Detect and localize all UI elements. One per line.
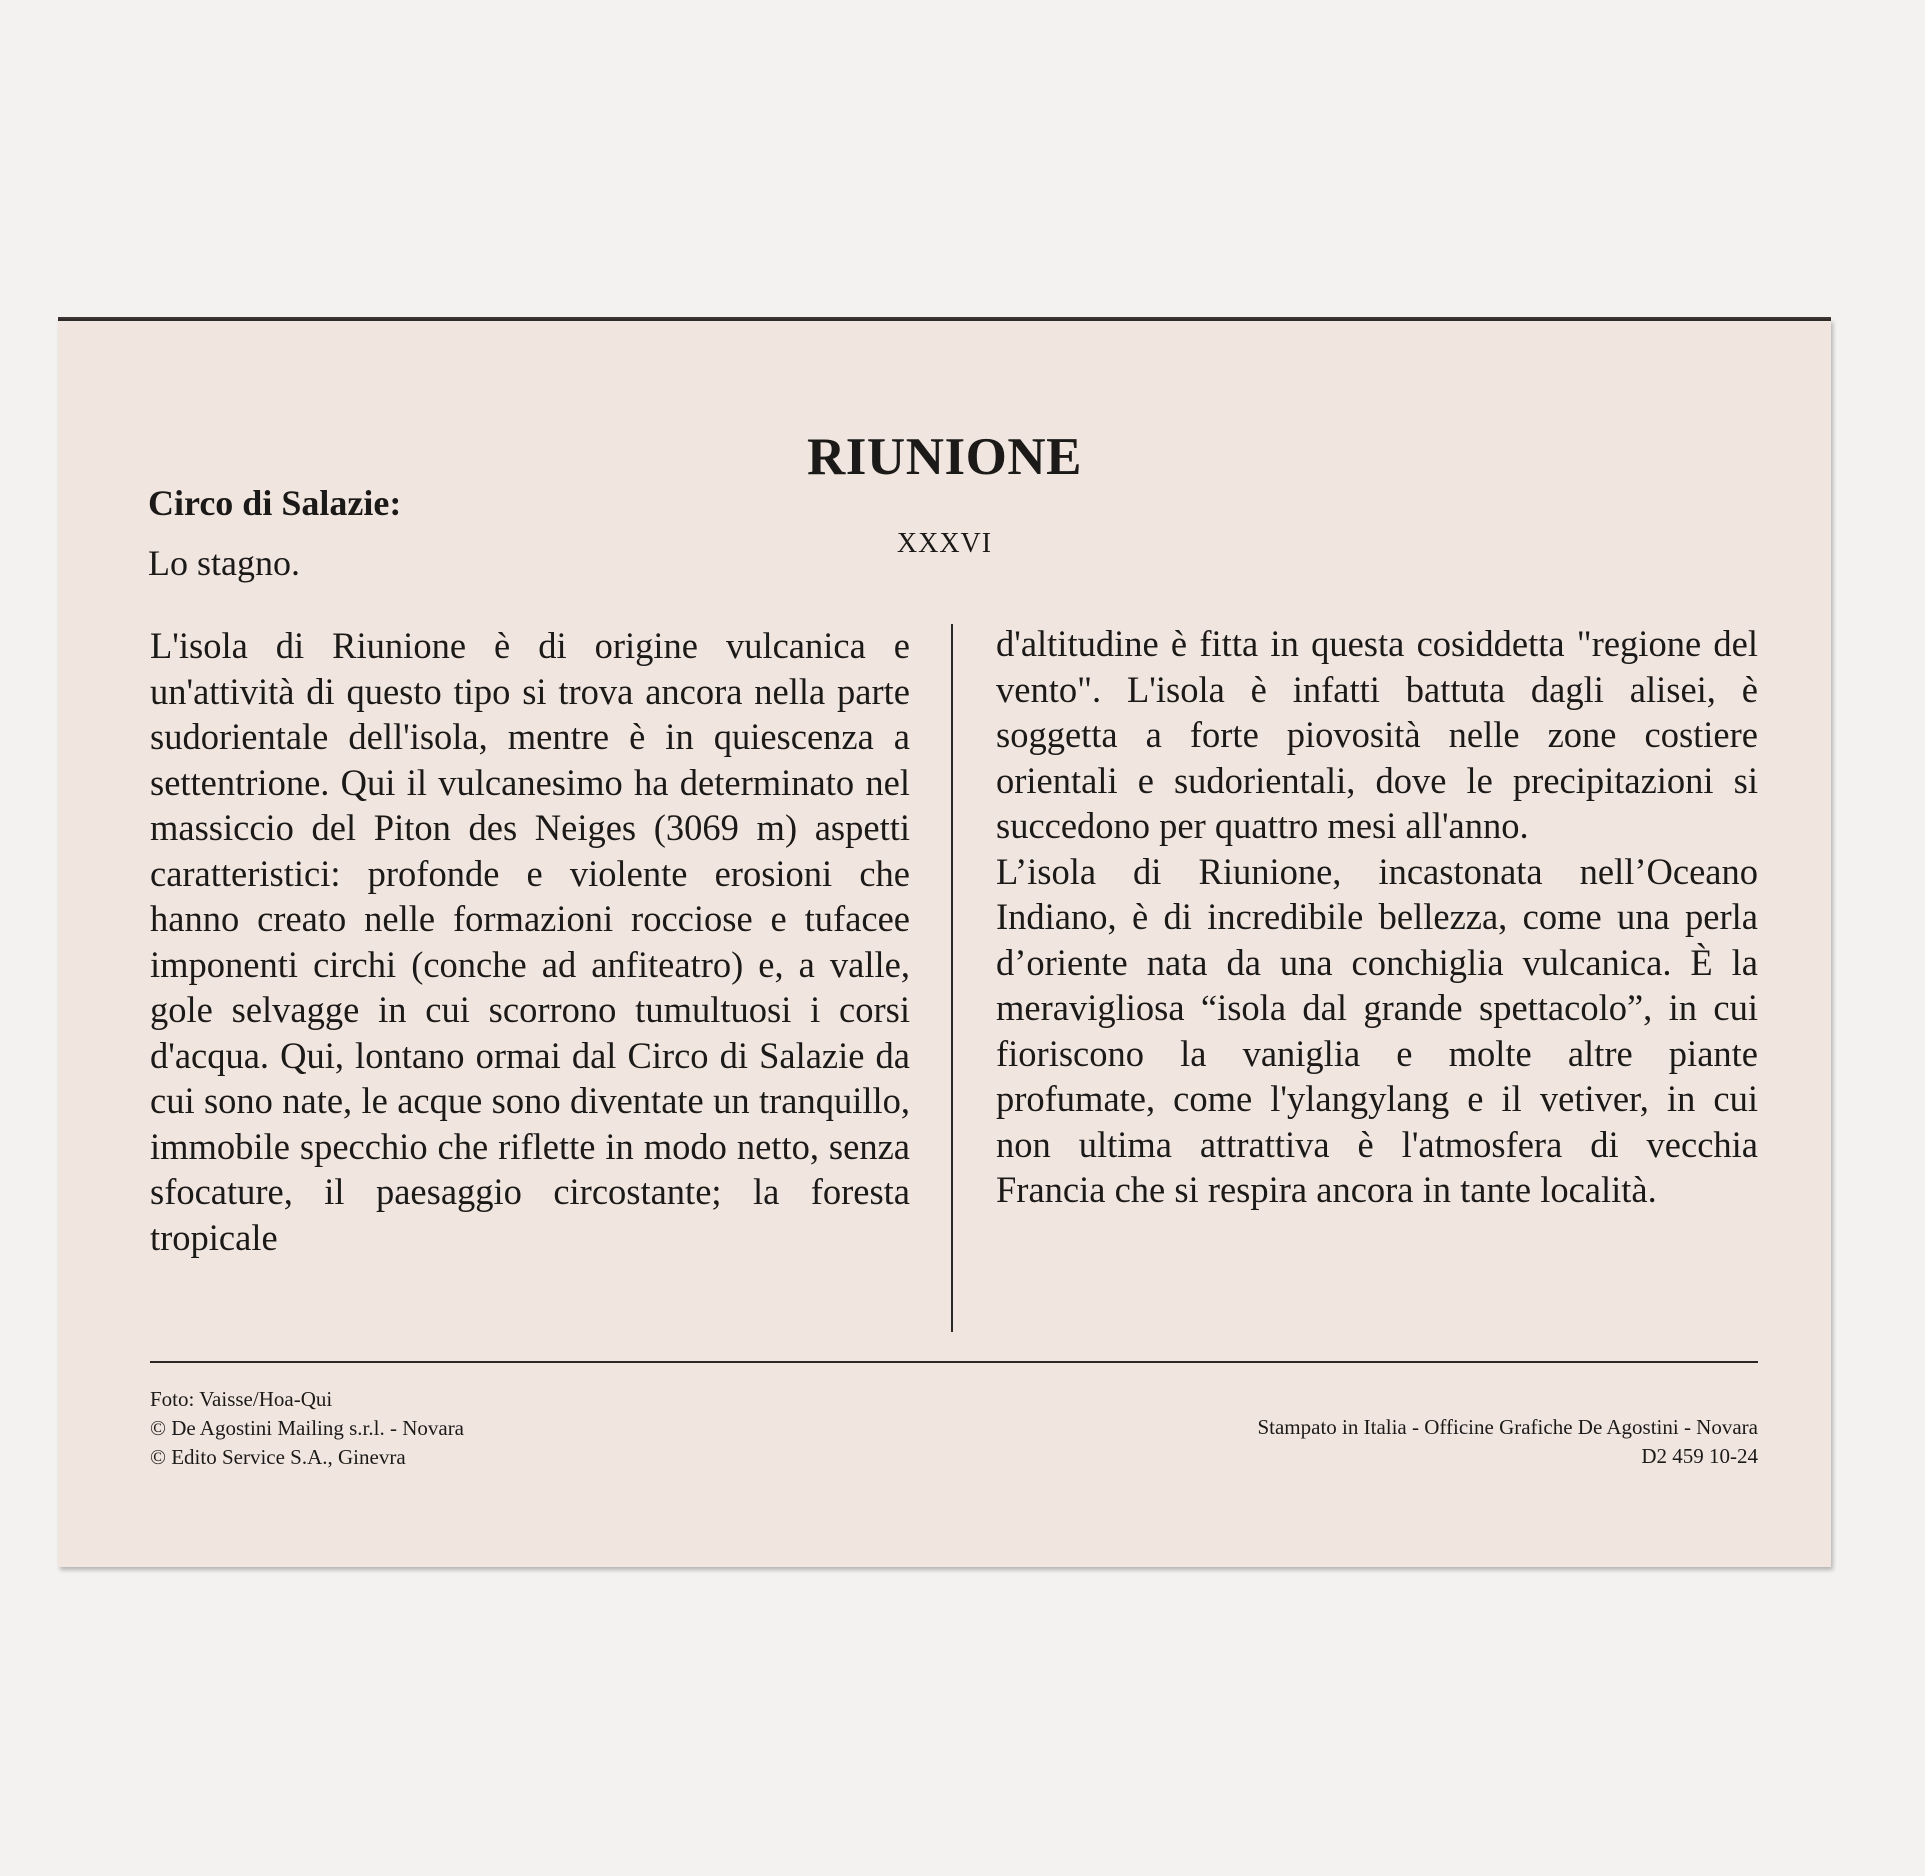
photo-credits bbox=[150, 1385, 464, 1472]
text-column-left bbox=[150, 623, 910, 1260]
paragraph-right-1: d'altitudine è fitta in questa cosiddetta "regione del vento". L'isola è infatti battuta dagli alisei, è soggetta a forte piovosità nelle zone costiere orientali e sudorientali, dove le precipitazioni si succedono per quattro mesi all'anno. bbox=[996, 623, 1758, 846]
product-code: D2 459 10-24 bbox=[1641, 1444, 1758, 1468]
card-title: RIUNIONE bbox=[807, 428, 1082, 486]
credit-line: © Edito Service S.A., Ginevra bbox=[150, 1445, 406, 1469]
photo-subject: Circo di Salazie: bbox=[148, 483, 402, 523]
column-divider bbox=[951, 624, 953, 1332]
credit-line: © De Agostini Mailing s.r.l. - Novara bbox=[150, 1416, 465, 1440]
postcard-back bbox=[58, 319, 1831, 1567]
text-column-right bbox=[996, 621, 1758, 1213]
printer-info bbox=[1257, 1413, 1758, 1471]
card-number: XXXVI bbox=[896, 528, 993, 559]
credit-line: Foto: Vaisse/Hoa-Qui bbox=[150, 1387, 333, 1411]
printer-line: Stampato in Italia - Officine Grafiche De Agostini - Novara bbox=[1257, 1415, 1758, 1439]
photo-caption: Lo stagno. bbox=[148, 543, 300, 583]
paragraph-left: L'isola di Riunione è di origine vulcanica e un'attività di questo tipo si trova ancora nella parte sudorientale dell'isola, mentre è in quiescenza a settentrione. Qui il vulcanesimo ha determinato nel massiccio del Piton des Neiges (3069 m) aspetti caratteristici: profonde e violente erosioni che hanno creato nelle formazioni rocciose e tufacee imponenti circhi (conche ad anfiteatro) e, a valle, gole selvagge in cui scorrono tumultuosi i corsi d'acqua. Qui, lontano ormai dal Circo di Salazie da cui sono nate, le acque sono diventate un tranquillo, immobile specchio che riflette in modo netto, senza sfocature, il paesaggio circostante; la foresta tropicale bbox=[150, 625, 910, 1258]
footer-divider bbox=[150, 1361, 1758, 1363]
paragraph-right-2: L’isola di Riunione, incastonata nell’Oceano Indiano, è di incredibile bellezza, come una perla d’oriente nata da una conchiglia vulcanica. È la meravigliosa “isola dal grande spettacolo”, in cui fioriscono la vaniglia e molte altre piante profumate, come l'ylangylang e il vetiver, in cui non ultima attrattiva è l'atmosfera di vecchia Francia che si respira ancora in tante località. bbox=[996, 850, 1758, 1210]
